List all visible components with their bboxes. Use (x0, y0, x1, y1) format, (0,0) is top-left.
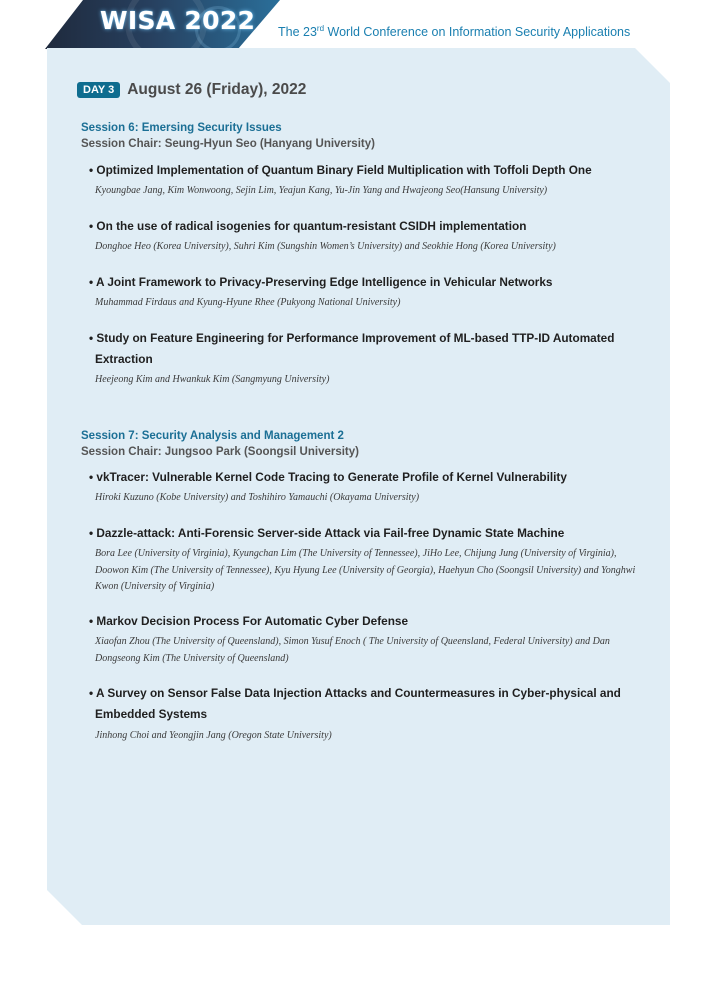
paper-title: • Study on Feature Engineering for Performance Improvement of ML-based TTP-ID Automated Extraction (89, 331, 615, 366)
paper-authors: Donghoe Heo (Korea University), Suhri Kim (Sungshin Women’s University) and Seokhie Hong (Korea University) (95, 241, 556, 252)
session-title: Session 6: Emersing Security Issues (81, 122, 282, 134)
conference-name: World Conference on Information Security Applications (324, 25, 631, 40)
paper-title: • A Survey on Sensor False Data Injection Attacks and Countermeasures in Cyber-physical and Embedded Systems (89, 686, 621, 721)
session-chair: Session Chair: Jungsoo Park (Soongsil University) (81, 446, 359, 458)
session-chair: Session Chair: Seung-Hyun Seo (Hanyang University) (81, 138, 375, 150)
day-header (77, 81, 306, 99)
conference-title (278, 24, 630, 39)
logo-text: WISA 2022 (100, 6, 256, 35)
conference-prefix: The 23 (278, 25, 317, 40)
paper-authors: Hiroki Kuzuno (Kobe University) and Toshihiro Yamauchi (Okayama University) (95, 492, 420, 503)
conference-ordinal-suffix: rd (316, 24, 325, 33)
paper-title: • vkTracer: Vulnerable Kernel Code Tracing to Generate Profile of Kernel Vulnerability (89, 470, 567, 484)
paper-authors: Muhammad Firdaus and Kyung-Hyune Rhee (Pukyong National University) (95, 297, 401, 308)
paper-title: • Optimized Implementation of Quantum Binary Field Multiplication with Toffoli Depth One (89, 163, 592, 177)
paper-authors: Xiaofan Zhou (The University of Queensland), Simon Yusuf Enoch ( The University of Queensland, Federal University) and Dan Dongseong Kim (The University of Queensland) (95, 636, 610, 664)
paper-authors: Kyoungbae Jang, Kim Wonwoong, Sejin Lim, Yeajun Kang, Yu-Jin Yang and Hwajeong Seo(Hansung University) (95, 185, 548, 196)
day-badge: DAY 3 (77, 82, 120, 98)
paper-title: • Markov Decision Process For Automatic Cyber Defense (89, 614, 409, 628)
paper-authors: Bora Lee (University of Virginia), Kyungchan Lim (The University of Tennessee), JiHo Lee, Chijung Jung (University of Virginia), Doowon Kim (The University of Tennessee), Kyu Hyung Lee (University of Georgia), Haehyun Cho (Soongsil University) and Yonghwi Kwon (University of Virginia) (95, 548, 636, 592)
day-date: August 26 (Friday), 2022 (127, 81, 307, 98)
session-title: Session 7: Security Analysis and Management 2 (81, 430, 344, 442)
paper-title: • A Joint Framework to Privacy-Preserving Edge Intelligence in Vehicular Networks (89, 275, 553, 289)
paper-authors: Jinhong Choi and Yeongjin Jang (Oregon State University) (95, 730, 332, 741)
paper-title: • Dazzle-attack: Anti-Forensic Server-side Attack via Fail-free Dynamic State Machine (89, 526, 565, 540)
paper-authors: Heejeong Kim and Hwankuk Kim (Sangmyung University) (95, 374, 330, 385)
paper-title: • On the use of radical isogenies for quantum-resistant CSIDH implementation (89, 219, 527, 233)
